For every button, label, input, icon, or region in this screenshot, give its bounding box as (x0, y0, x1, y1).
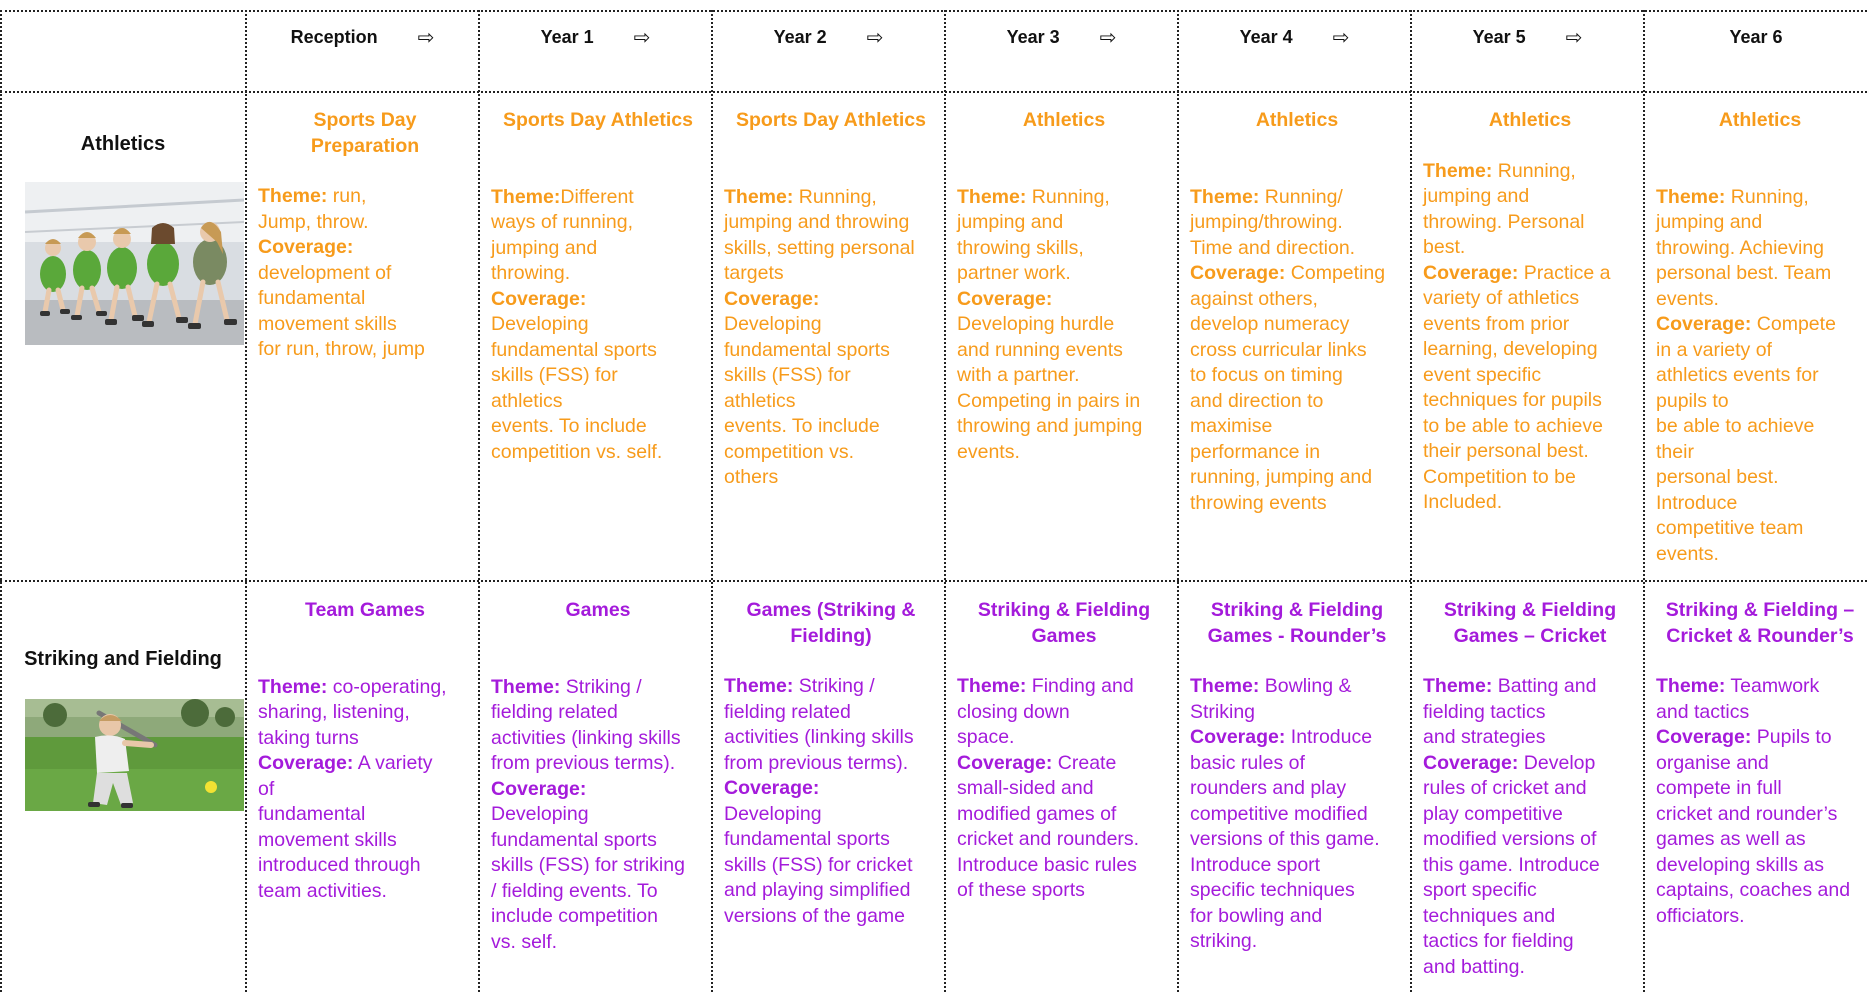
right-arrow-icon: ⇨ (1565, 26, 1583, 49)
theme-text: Running/ jumping/throwing. Time and direction. (1190, 185, 1356, 259)
cell-body (957, 674, 1171, 904)
column-header-year-5 (1412, 22, 1643, 52)
coverage-label: Coverage: (957, 751, 1053, 774)
cell-body (1656, 674, 1864, 929)
cell-title: Sports Day Preparation (310, 109, 420, 157)
cell-body (258, 675, 472, 905)
theme-label: Theme: (1190, 185, 1260, 208)
column-header-label: Year 1 (540, 26, 594, 47)
striking-reception-cell (258, 598, 472, 904)
theme-text: Teamwork and tactics (1656, 675, 1820, 723)
striking-year-5-cell (1423, 598, 1637, 980)
theme-text: co-operating, sharing, listening, taking turns (258, 675, 447, 749)
right-arrow-icon: ⇨ (1099, 26, 1117, 49)
striking-year-1-cell (491, 598, 705, 955)
theme-label: Theme: (1190, 675, 1260, 697)
cell-body (724, 674, 938, 929)
theme-text: Finding and closing down space. (957, 675, 1134, 748)
col-divider (1410, 10, 1412, 992)
cell-body (957, 185, 1171, 466)
athletics-year-2-cell (724, 108, 938, 491)
coverage-text: Develop rules of cricket and play competitive modified versions of this game. Introduce sport specific techniques and tactics for fielding and batting. (1423, 751, 1600, 978)
cell-title: Striking & Fielding Games (977, 599, 1151, 647)
coverage-text: Practice a variety of athletics events from prior learning, developing event specific techniques for pupils to be able to achieve their personal best. Competition to be Included. (1423, 261, 1611, 513)
coverage-label: Coverage: (491, 777, 587, 800)
col-divider (478, 10, 480, 992)
theme-label: Theme: (724, 675, 794, 697)
col-divider-left (0, 10, 2, 992)
column-header-label: Year 5 (1472, 26, 1526, 47)
coverage-text: Developing fundamental sports skills (FSS) for athletics events. To include competition vs. self. (491, 313, 663, 463)
theme-text: Batting and fielding tactics and strategies (1423, 675, 1597, 748)
column-header-label: Year 4 (1239, 26, 1293, 47)
athletics-year-5-cell (1423, 108, 1637, 516)
col-divider (1177, 10, 1179, 992)
row-label-athletics: Athletics (80, 133, 166, 155)
column-header-label: Year 3 (1006, 26, 1060, 47)
theme-label: Theme: (258, 185, 328, 207)
coverage-text: Developing fundamental sports skills (FSS) for cricket and playing simplified versions of the game (724, 802, 913, 927)
cell-body (1423, 674, 1637, 980)
coverage-label: Coverage: (491, 287, 587, 310)
cell-title: Striking & Fielding – Cricket & Rounder’s (1665, 599, 1855, 647)
coverage-label: Coverage: (1190, 262, 1286, 284)
athletics-year-6-cell (1656, 108, 1864, 567)
cell-title: Striking & Fielding Games - Rounder’s (1207, 599, 1387, 647)
cell-title: Sports Day Athletics (736, 109, 926, 131)
theme-text: Running, jumping and throwing. Achieving personal best. Team events. (1656, 185, 1832, 310)
coverage-text: Competing against others, develop numeracy cross curricular links to focus on timing and direction to maximise performance in running, jumping and throwing events (1190, 262, 1386, 514)
cell-title: Sports Day Athletics (503, 109, 693, 131)
column-header-year-3 (946, 22, 1177, 52)
coverage-text: A variety of fundamental movement skills introduced through team activities. (258, 752, 433, 902)
row-divider-athletics (0, 580, 1867, 582)
coverage-label: Coverage: (1190, 726, 1286, 748)
cell-body (1423, 159, 1637, 516)
cell-title: Team Games (305, 599, 425, 621)
cell-title: Athletics (1488, 109, 1572, 131)
theme-text: run, Jump, throw. (258, 185, 369, 233)
theme-text: Running, jumping and throwing skills, partner work. (957, 185, 1110, 284)
theme-label: Theme: (1423, 159, 1493, 182)
girl-batting-photo (25, 699, 244, 811)
athletics-year-3-cell (957, 108, 1171, 465)
row-label-striking-fielding: Striking and Fielding (24, 648, 222, 670)
cell-title: Athletics (1255, 109, 1339, 131)
coverage-text: Compete in a variety of athletics events for pupils to be able to achieve their personal best. Introduce competitive team events. (1656, 313, 1836, 565)
cell-body (258, 184, 472, 363)
column-header-year-4 (1179, 22, 1410, 52)
striking-year-2-cell (724, 598, 938, 929)
coverage-text: Introduce basic rules of rounders and play competitive modified versions of this game. Introduce sport specific techniques for bowling and striking. (1190, 726, 1380, 952)
column-header-year-1 (480, 22, 711, 52)
coverage-label: Coverage: (957, 287, 1053, 310)
coverage-label: Coverage: (1423, 261, 1519, 284)
cell-title: Games (565, 599, 631, 621)
theme-text: Bowling & Striking (1190, 675, 1352, 723)
theme-label: Theme: (491, 185, 561, 208)
right-arrow-icon: ⇨ (866, 26, 884, 49)
theme-text: Striking / fielding related activities (linking skills from previous terms). (724, 675, 914, 774)
coverage-text: Create small-sided and modified games of cricket and rounders. Introduce basic rules of these sports (957, 751, 1140, 901)
children-running-photo (25, 182, 244, 345)
row-divider-header (0, 91, 1867, 93)
col-divider (711, 10, 713, 992)
theme-label: Theme: (258, 675, 328, 698)
row-divider-top (0, 10, 1867, 12)
coverage-text: Developing hurdle and running events with a partner. Competing in pairs in throwing and jumping events. (957, 313, 1143, 463)
theme-text: Striking / fielding related activities (linking skills from previous terms). (491, 675, 681, 774)
cell-body (491, 675, 705, 956)
coverage-label: Coverage: (1656, 726, 1752, 748)
striking-year-6-cell (1656, 598, 1864, 929)
col-divider (245, 10, 247, 992)
athletics-reception-cell (258, 108, 472, 363)
cell-body (1190, 674, 1404, 955)
column-header-label: Year 2 (773, 26, 827, 47)
column-header-label: Reception (290, 26, 378, 47)
cell-title: Athletics (1718, 109, 1802, 131)
right-arrow-icon: ⇨ (417, 26, 435, 49)
cell-title: Athletics (1022, 109, 1106, 131)
theme-text: Running, jumping and throwing. Personal best. (1423, 159, 1585, 258)
cell-body (724, 185, 938, 491)
col-divider (944, 10, 946, 992)
theme-label: Theme: (724, 185, 794, 208)
cell-body (491, 185, 705, 466)
theme-text: Different ways of running, jumping and throwing. (491, 185, 634, 284)
athletics-year-4-cell (1190, 108, 1404, 516)
theme-label: Theme: (957, 675, 1027, 697)
cell-title: Striking & Fielding Games – Cricket (1443, 599, 1617, 647)
striking-year-4-cell (1190, 598, 1404, 955)
column-header-year-2 (713, 22, 944, 52)
coverage-text: development of fundamental movement skills for run, throw, jump (258, 261, 425, 360)
column-header-label: Year 6 (1729, 26, 1783, 47)
coverage-label: Coverage: (724, 287, 820, 310)
theme-label: Theme: (957, 185, 1027, 208)
column-header-reception (247, 22, 478, 52)
coverage-label: Coverage: (1656, 313, 1752, 335)
cell-body (1190, 185, 1404, 517)
coverage-text: Developing fundamental sports skills (FSS) for striking / fielding events. To include competition vs. self. (491, 803, 685, 953)
coverage-text: Developing fundamental sports skills (FSS) for athletics events. To include competition vs. others (724, 313, 890, 488)
column-header-year-6 (1645, 22, 1867, 52)
striking-year-3-cell (957, 598, 1171, 904)
coverage-label: Coverage: (258, 752, 354, 774)
cell-title: Games (Striking & Fielding) (746, 599, 916, 647)
col-divider (1643, 10, 1645, 992)
theme-label: Theme: (1656, 675, 1726, 697)
theme-label: Theme: (1423, 675, 1493, 697)
coverage-label: Coverage: (724, 777, 820, 799)
coverage-label: Coverage: (1423, 751, 1519, 774)
cell-body (1656, 185, 1864, 568)
coverage-text: Pupils to organise and compete in full cricket and rounder’s games as well as developing skills as captains, coaches and officiators. (1656, 726, 1851, 927)
right-arrow-icon: ⇨ (633, 26, 651, 49)
coverage-label: Coverage: (258, 236, 354, 258)
theme-label: Theme: (491, 675, 561, 698)
theme-text: Running, jumping and throwing skills, setting personal targets (724, 185, 915, 284)
theme-label: Theme: (1656, 185, 1726, 208)
right-arrow-icon: ⇨ (1332, 26, 1350, 49)
athletics-year-1-cell (491, 108, 705, 465)
